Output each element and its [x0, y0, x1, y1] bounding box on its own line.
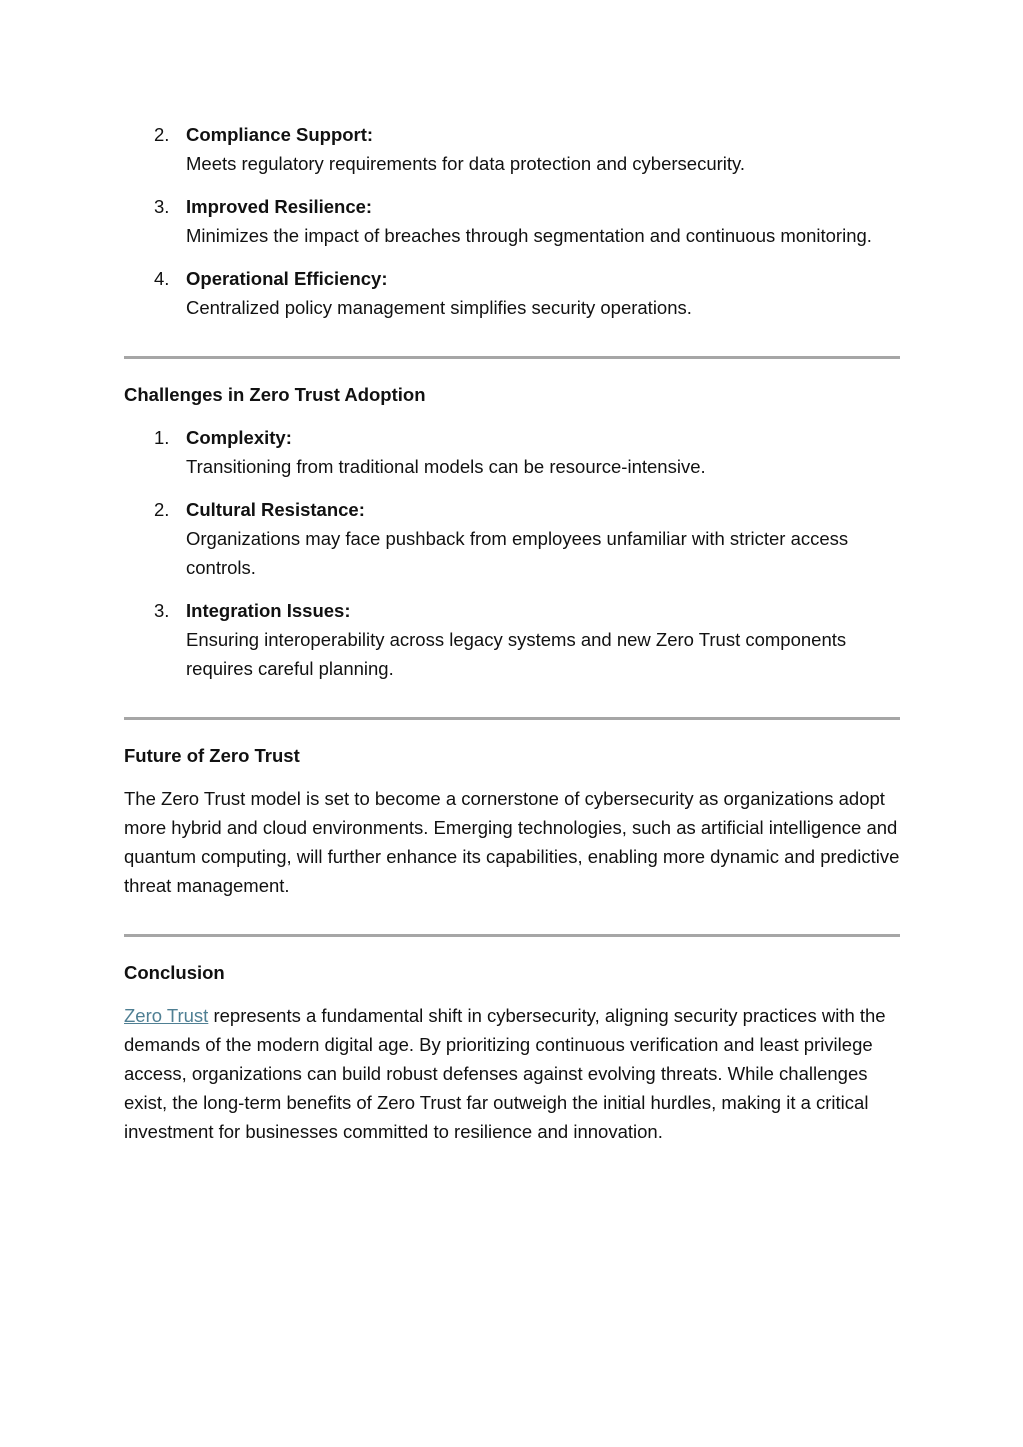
conclusion-text: represents a fundamental shift in cybersecurity, aligning security practices with the demands of the modern digital age. By prioritizing continuous verification and least privilege access, organizations can build robust defenses against evolving threats. While challenges exist, the long-term benefits of Zero Trust far outweigh the initial hurdles, making it a critical investment for businesses committed to resilience and innovation.	[124, 1005, 886, 1142]
list-number: 1.	[154, 427, 170, 448]
item-title: Compliance Support:	[186, 124, 374, 145]
conclusion-paragraph	[124, 1001, 900, 1146]
item-title: Cultural Resistance:	[186, 499, 365, 520]
item-description: Organizations may face pushback from employees unfamiliar with stricter access controls.	[186, 528, 849, 578]
list-number: 2.	[154, 499, 170, 520]
item-description: Ensuring interoperability across legacy systems and new Zero Trust components requires careful planning.	[186, 629, 847, 679]
section-divider	[124, 356, 900, 359]
list-item	[124, 264, 900, 322]
section-divider	[124, 717, 900, 720]
item-description: Minimizes the impact of breaches through segmentation and continuous monitoring.	[186, 225, 872, 246]
challenges-list	[124, 423, 900, 683]
list-item	[124, 192, 900, 250]
item-title: Integration Issues:	[186, 600, 351, 621]
future-heading: Future of Zero Trust	[124, 745, 300, 766]
item-title: Complexity:	[186, 427, 292, 448]
section-divider	[124, 934, 900, 937]
list-number: 3.	[154, 196, 170, 217]
list-number: 3.	[154, 600, 170, 621]
list-item	[124, 495, 900, 582]
list-item	[124, 596, 900, 683]
item-title: Improved Resilience:	[186, 196, 373, 217]
challenges-heading: Challenges in Zero Trust Adoption	[124, 384, 426, 405]
item-description: Centralized policy management simplifies security operations.	[186, 297, 692, 318]
list-item	[124, 120, 900, 178]
list-item	[124, 423, 900, 481]
zero-trust-link[interactable]: Zero Trust	[124, 1005, 209, 1026]
item-title: Operational Efficiency:	[186, 268, 388, 289]
list-number: 2.	[154, 124, 170, 145]
item-description: Transitioning from traditional models can be resource-intensive.	[186, 456, 706, 477]
document-content	[124, 120, 900, 1146]
item-description: Meets regulatory requirements for data protection and cybersecurity.	[186, 153, 746, 174]
future-paragraph: The Zero Trust model is set to become a cornerstone of cybersecurity as organizations adopt more hybrid and cloud environments. Emerging technologies, such as artificial intelligence and quantum computing, will further enhance its capabilities, enabling more dynamic and predictive threat management.	[124, 788, 900, 896]
list-number: 4.	[154, 268, 170, 289]
benefits-list	[124, 120, 900, 322]
conclusion-heading: Conclusion	[124, 962, 225, 983]
